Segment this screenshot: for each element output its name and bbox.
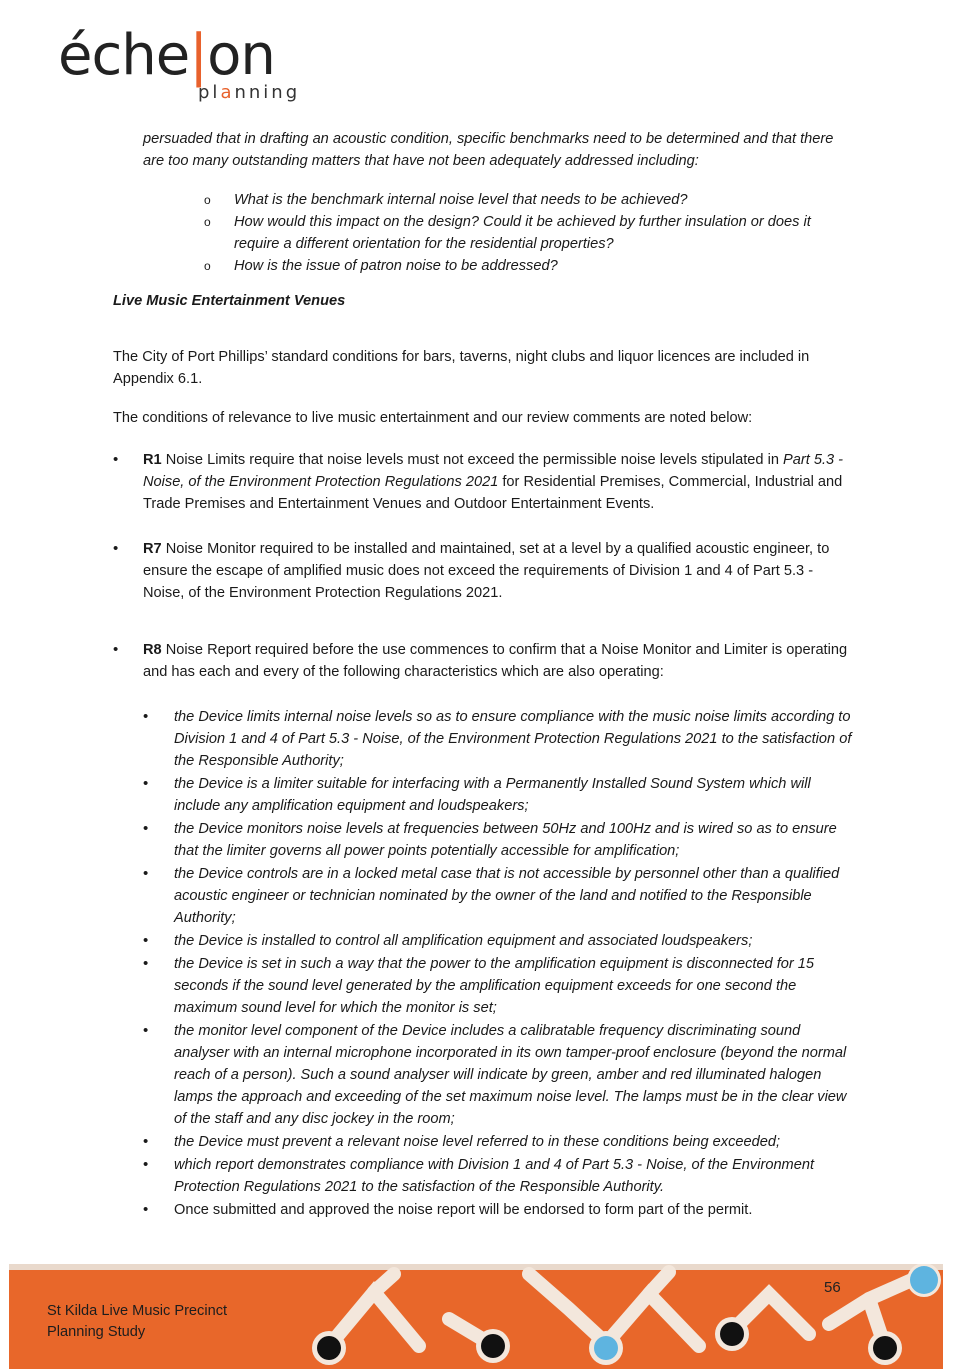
question-item: o How is the issue of patron noise to be addressed? [200,255,840,277]
logo-tagline [198,82,300,103]
footer-title-line: Planning Study [47,1324,146,1340]
condition-text-italic: Part 5.3 - Noise, of the Environment Protection Regulations 2021 [143,452,844,490]
footer-document-title [47,1301,307,1343]
footer-title-line: St Kilda Live Music Precinct [47,1303,228,1319]
condition-text: Noise Report required before the use commences to confirm that a Noise Monitor and Limiter is operating and has each and every of the following characteristics which are also operating: [143,642,848,680]
question-item: o What is the benchmark internal noise level that needs to be achieved? [200,189,840,211]
condition-text: for Residential Premises, Commercial, Industrial and Trade Premises and Entertainment Venues and Outdoor Entertainment Events. [143,474,843,512]
logo-text-post: on [207,23,275,88]
page-footer [9,1264,943,1369]
paragraph-conditions: The conditions of relevance to live music entertainment and our review comments are noted below: [113,410,753,426]
device-requirement-item: • the Device must prevent a relevant noise level referred to in these conditions being exceeded; [143,1131,853,1153]
condition-code: R7 [143,541,162,557]
device-requirement-item: • Once submitted and approved the noise report will be endorsed to form part of the permit. [143,1199,853,1221]
device-requirement-item: • the Device is installed to control all amplification equipment and associated loudspeakers; [143,930,853,952]
condition-code: R1 [143,452,162,468]
condition-text: Noise Monitor required to be installed and maintained, set at a level by a qualified acoustic engineer, to ensure the escape of amplified music does not exceed the requirements of Division 1 and 4 of Part 5.3 - Noise, of the Environment Protection Regulations 2021. [143,541,830,601]
device-requirement-item: • the Device is a limiter suitable for interfacing with a Permanently Installed Sound System which will include any amplification equipment and loudspeakers; [143,773,853,817]
question-item: o How would this impact on the design? Could it be achieved by further insulation or does it require a different orientation for the residential properties? [200,211,840,255]
condition-r1 [113,449,848,515]
logo-wordmark [58,23,275,88]
logo-tagline-accent: a [220,82,235,103]
logo-tagline-post: nning [234,82,301,103]
paragraph-appendix: The City of Port Phillips’ standard conditions for bars, taverns, night clubs and liquor licences are included in Appendix 6.1. [113,349,810,387]
intro-paragraph: persuaded that in drafting an acoustic condition, specific benchmarks need to be determined and that there are too many outstanding matters that have not been adequately addressed including: [143,131,834,169]
condition-r8 [113,639,848,683]
device-requirement-item: • the Device monitors noise levels at frequencies between 50Hz and 100Hz and is wired so as to ensure that the limiter governs all power points potentially accessible for amplification; [143,818,853,862]
condition-r7 [113,538,848,604]
condition-code: R8 [143,642,162,658]
section-heading: Live Music Entertainment Venues [113,293,346,309]
condition-text: Noise Limits require that noise levels must not exceed the permissible noise levels stipulated in [161,452,784,468]
logo-text-pre: éche [58,23,190,88]
page-number: 56 [824,1279,841,1296]
device-requirement-item: • which report demonstrates compliance with Division 1 and 4 of Part 5.3 - Noise, of the Environment Protection Regulations 2021 to the satisfaction of the Responsible Authority. [143,1154,853,1198]
echelon-logo [58,23,301,103]
footer-top-band [9,1264,943,1270]
device-requirement-item: • the Device limits internal noise levels so as to ensure compliance with the music noise limits according to Division 1 and 4 of Part 5.3 - Noise, of the Environment Protection Regulations 2021 to the satisfaction of the Responsible Authority; [143,706,853,772]
logo-bar-glyph: | [189,23,208,88]
device-requirement-item: • the Device is set in such a way that the power to the amplification equipment is disconnected for 15 seconds if the sound level generated by the amplification equipment exceeds for one second the maximum sound level for which the monitor is set; [143,953,853,1019]
device-requirement-item: • the Device controls are in a locked metal case that is not accessible by personnel other than a qualified acoustic engineer or technician nominated by the owner of the land and notified to the Responsible Authority; [143,863,853,929]
logo-tagline-pre: pl [198,82,221,103]
device-requirement-item: • the monitor level component of the Device includes a calibratable frequency discriminating sound analyser with an internal microphone incorporated in its own tamper-proof enclosure (beyond the normal reach of a person). Such a sound analyser will indicate by green, amber and red illuminated halogen lamps the approach and exceeding of the set maximum noise level. The lamps must be in the clear view of the staff and any disc jockey in the room; [143,1020,853,1130]
question-list [200,189,840,277]
